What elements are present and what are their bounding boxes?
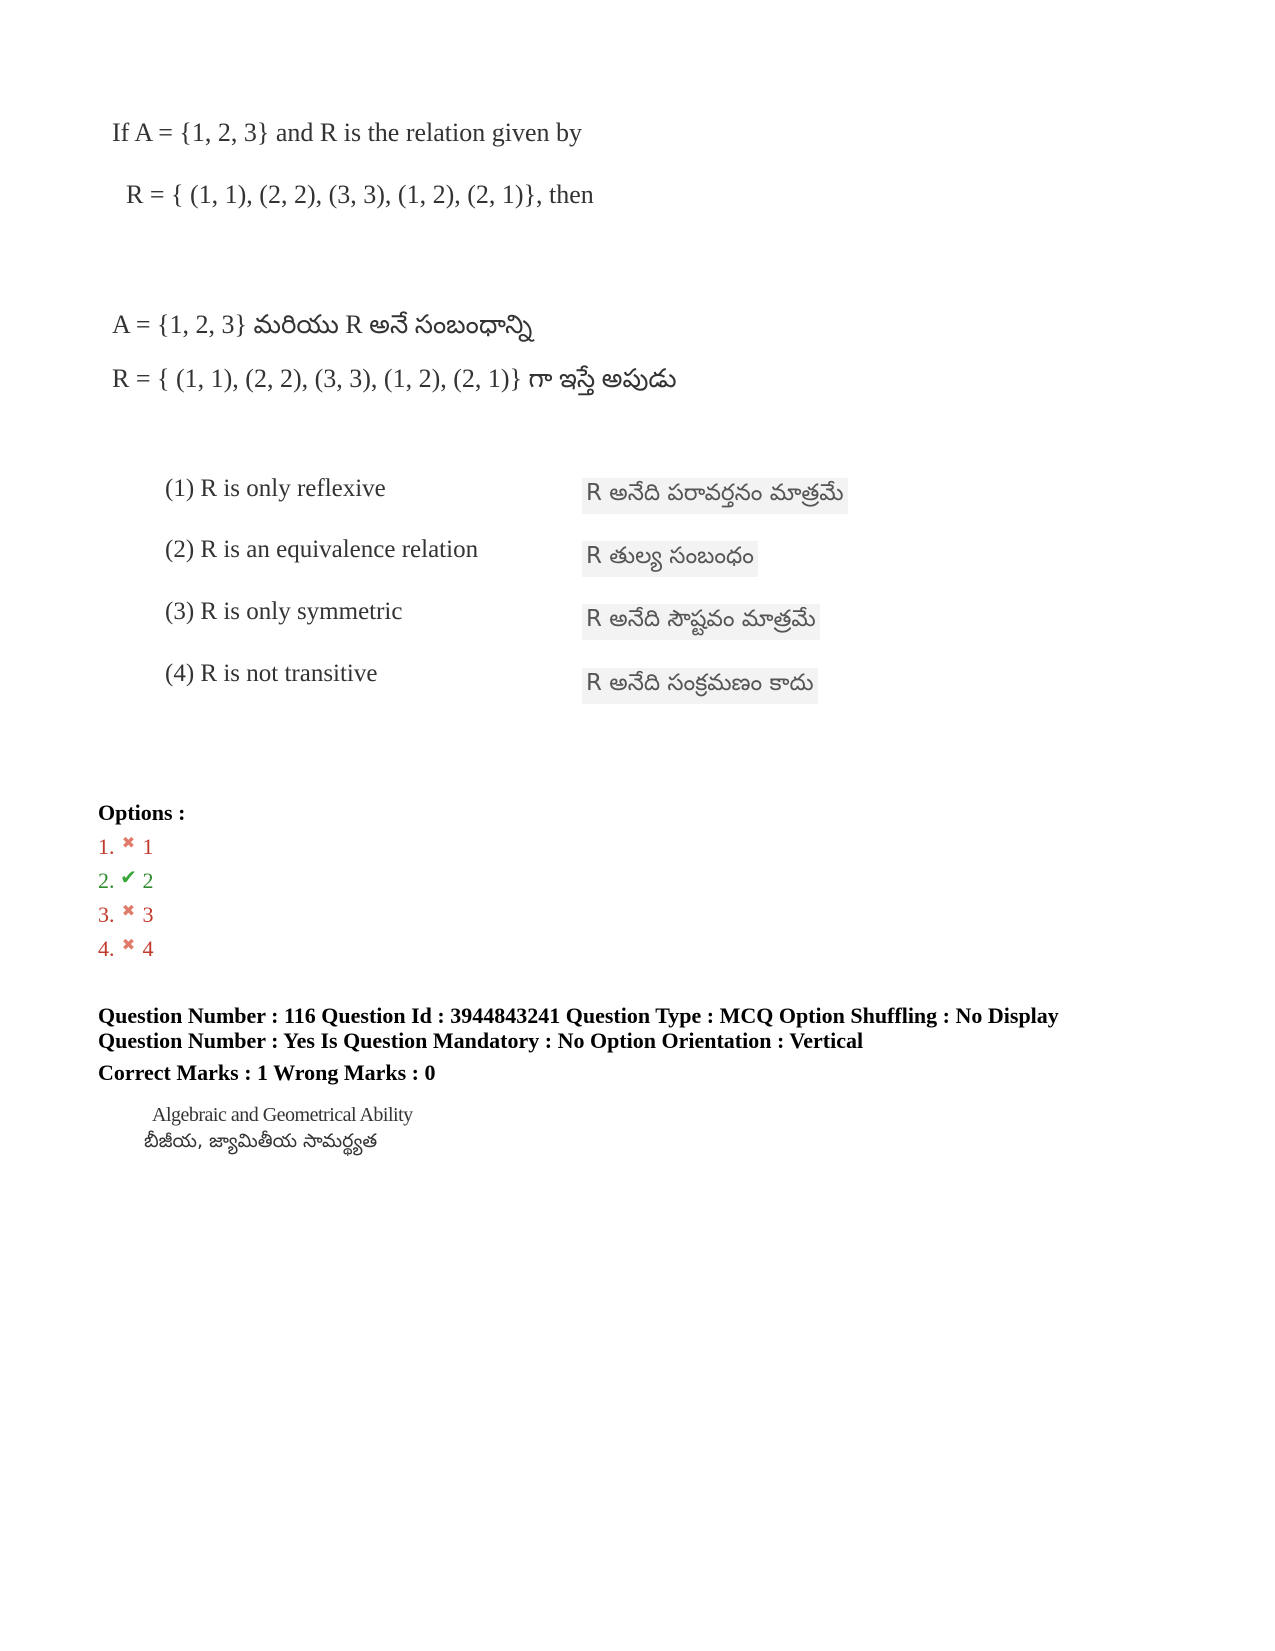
option-value: 2 [142, 868, 154, 893]
question-meta-line-3: Correct Marks : 1 Wrong Marks : 0 [98, 1060, 436, 1085]
question-meta-line-1: Question Number : 116 Question Id : 3944843241 Question Type : MCQ Option Shuffling : No Display [98, 1003, 1059, 1028]
cross-icon: ✖ [121, 935, 136, 954]
option-2 [98, 865, 154, 894]
check-icon: ✔ [120, 865, 137, 889]
option-3 [98, 902, 154, 928]
statement-3-telugu: R అనేది సౌష్టవం మాత్రమే [582, 604, 820, 640]
option-value: 4 [142, 936, 154, 961]
statement-1-english: (1) R is only reflexive [165, 475, 386, 502]
section-label [140, 1102, 440, 1166]
option-1 [98, 834, 154, 860]
statement-2-english: (2) R is an equivalence relation [165, 536, 479, 563]
options-heading: Options : [98, 800, 186, 825]
section-label-telugu: బీజీయ, జ్యామితీయ సామర్థ్యత [144, 1130, 378, 1152]
cross-icon: ✖ [121, 833, 136, 852]
statement-2-telugu: R తుల్య సంబంధం [582, 541, 758, 577]
cross-icon: ✖ [121, 901, 136, 920]
question-english-line-2: R = { (1, 1), (2, 2), (3, 3), (1, 2), (2, 1)}, then [126, 180, 594, 209]
section-label-english: Algebraic and Geometrical Ability [152, 1104, 413, 1126]
question-meta-line-2: Question Number : Yes Is Question Mandatory : No Option Orientation : Vertical [98, 1028, 864, 1053]
option-4 [98, 936, 154, 962]
option-number: 3. [98, 902, 115, 927]
option-number: 1. [98, 834, 115, 859]
statement-4-telugu: R అనేది సంక్రమణం కాదు [582, 668, 818, 704]
statement-3-english: (3) R is only symmetric [165, 598, 403, 625]
option-value: 3 [142, 902, 154, 927]
statement-4-english: (4) R is not transitive [165, 660, 378, 687]
statement-1-telugu: R అనేది పరావర్తనం మాత్రమే [582, 478, 848, 514]
question-telugu-line-1: A = {1, 2, 3} మరియు R అనే సంబంధాన్ని [112, 310, 533, 339]
option-number: 4. [98, 936, 115, 961]
option-value: 1 [142, 834, 154, 859]
question-telugu-line-2: R = { (1, 1), (2, 2), (3, 3), (1, 2), (2, 1)} గా ఇస్తే అపుడు [112, 364, 677, 393]
option-number: 2. [98, 868, 115, 893]
question-english-line-1: If A = {1, 2, 3} and R is the relation given by [112, 118, 583, 147]
